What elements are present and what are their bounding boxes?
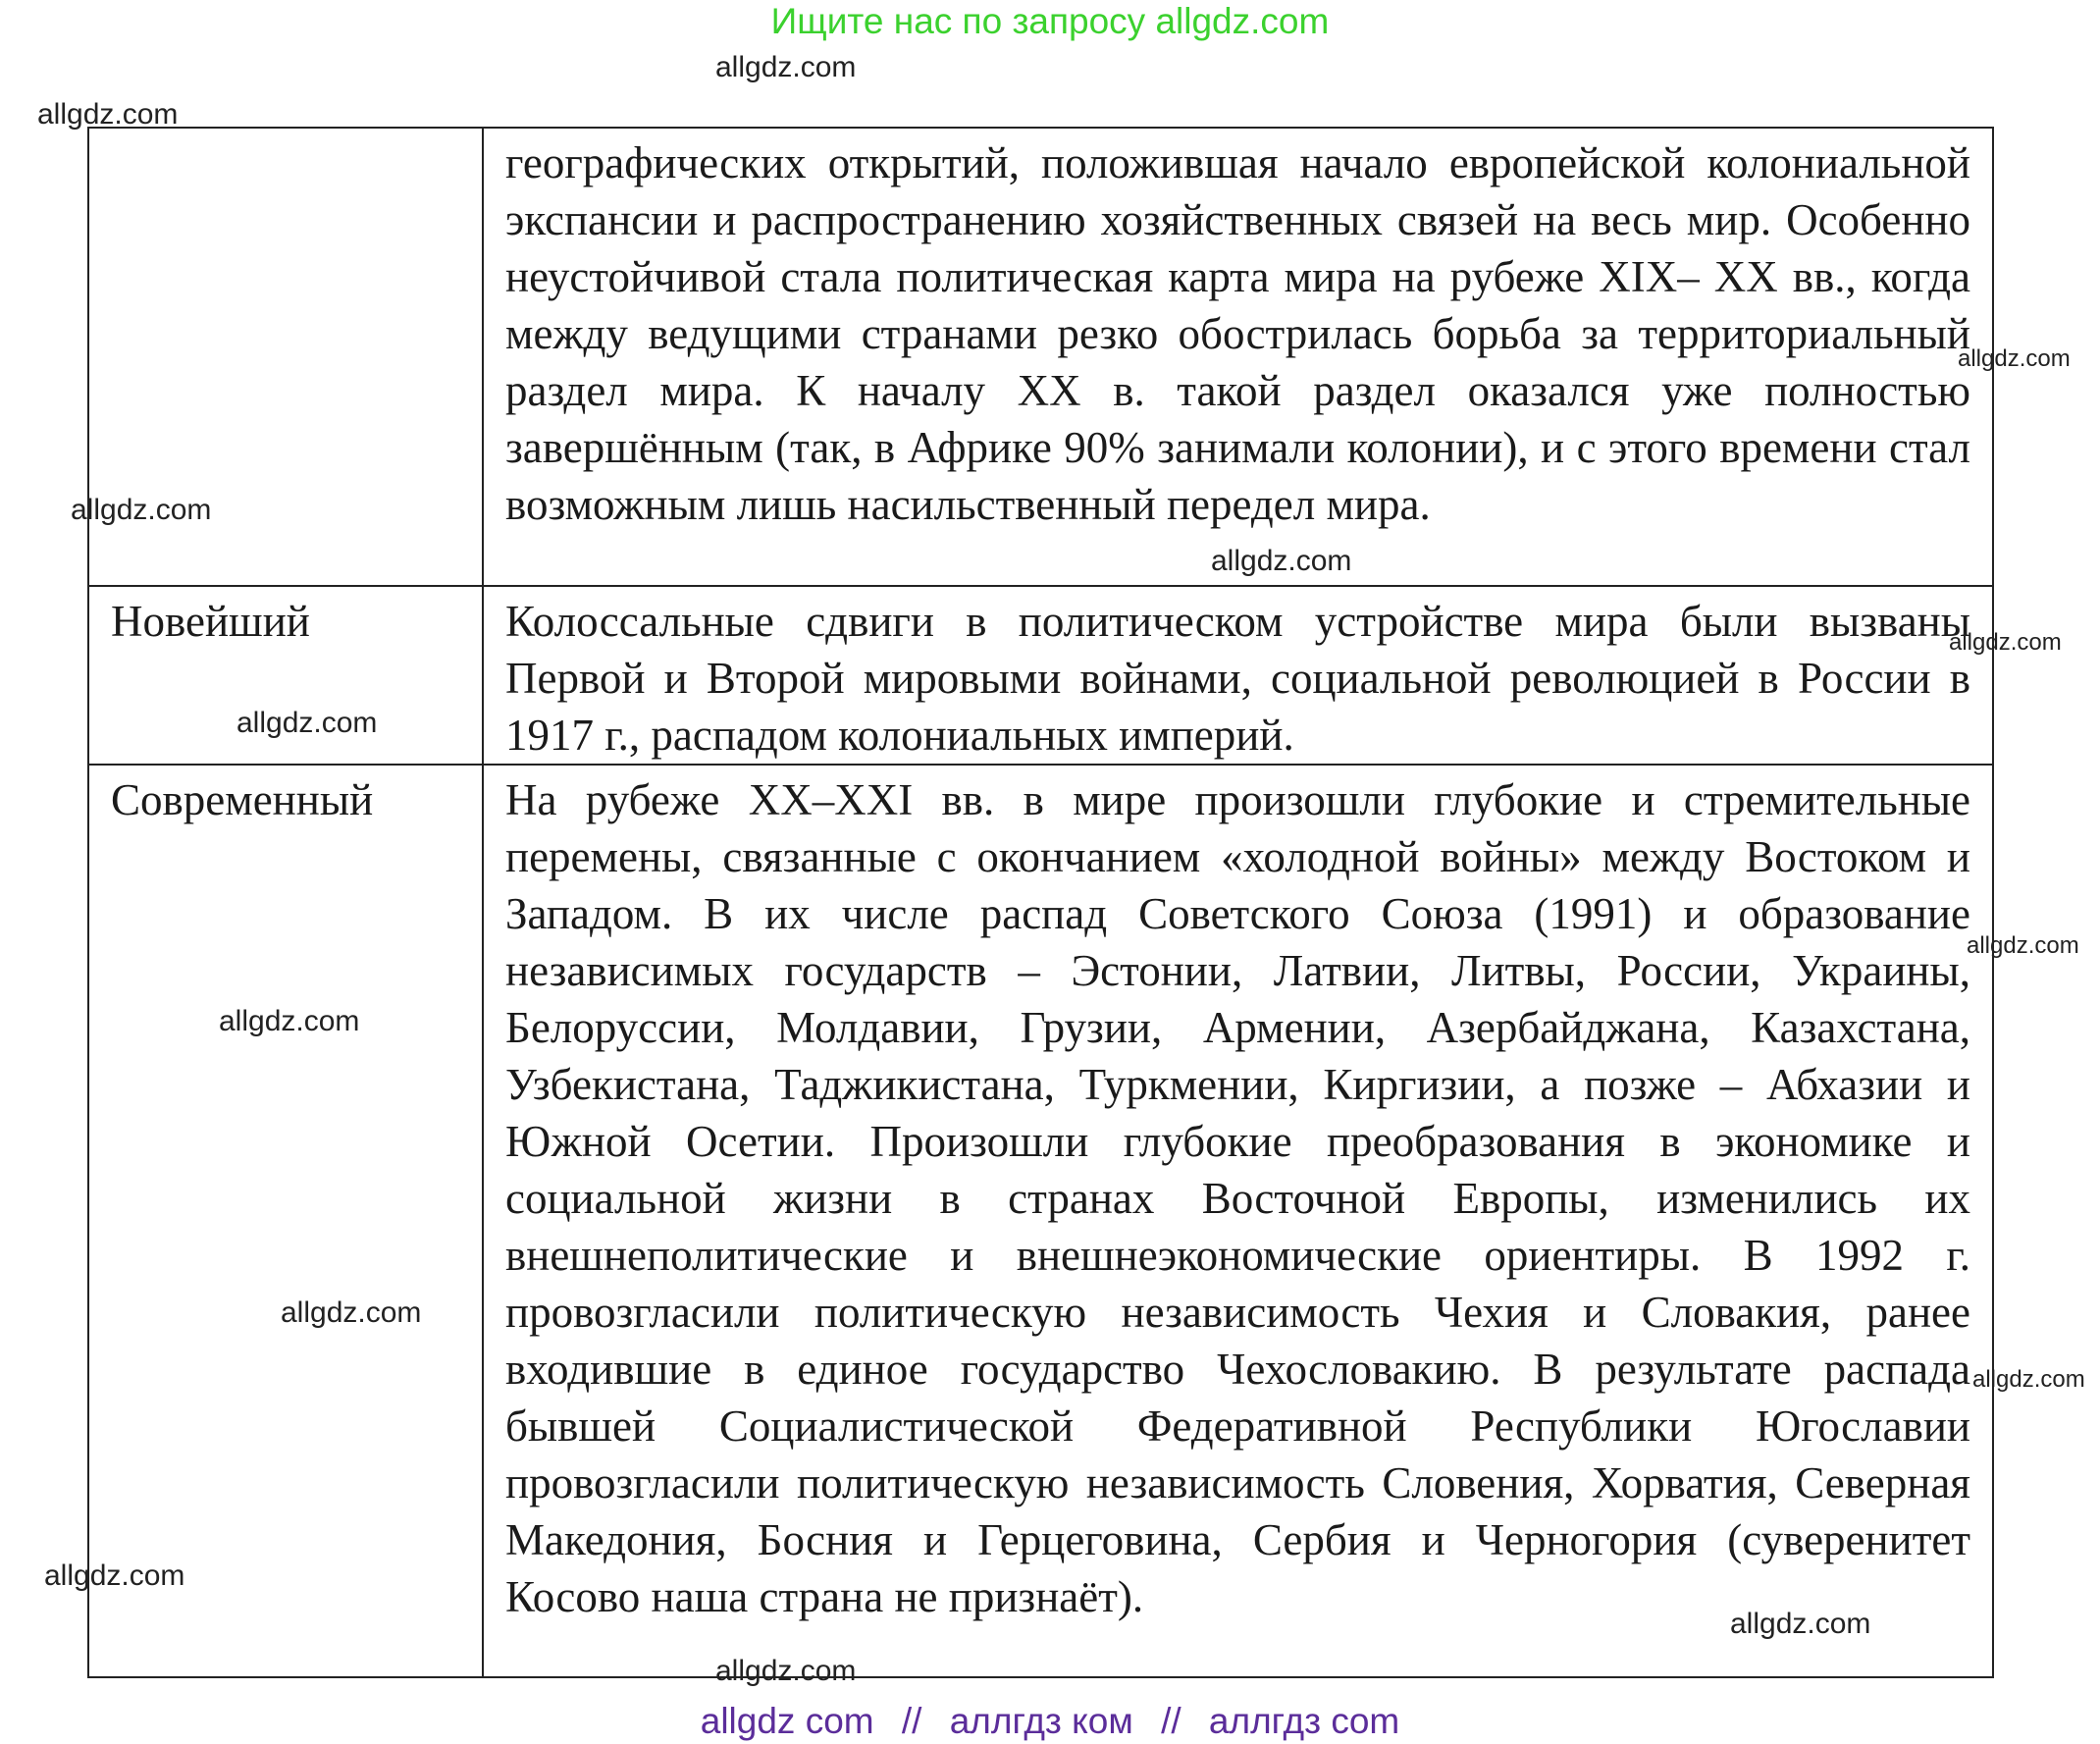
history-periods-table [87,127,1994,1678]
watermark: allgdz.com [1730,1608,1871,1640]
watermark: allgdz.com [1211,545,1352,577]
watermark: allgdz.com [44,1559,185,1592]
period-cell: Новейший [88,586,483,765]
period-cell: Современный [88,765,483,1677]
watermark: allgdz.com [71,494,212,526]
description-cell: На рубеже XX–XXI вв. в мире произошли глубокие и стремительные перемены, связанные с окончанием «холодной войны» между Востоком и Западом. В их числе распад Советского Союза (1991) и образование независимых государств – Эстонии, Латвии, Литвы, России, Украины, Белоруссии, Молдавии, Грузии, Армении, Азербайджана, Казахстана, Узбекистана, Таджикистана, Туркмении, Киргизии, а позже – Абхазии и Южной Осетии. Произошли глубокие преобразования в экономике и социальной жизни в странах Восточной Европы, изменились их внешнеполитические и внешнеэкономические ориентиры. В 1992 г. провозгласили политическую независимость Чехия и Словакия, ранее входившие в единое государство Чехословакию. В результате распада бывшей Социалистической Федеративной Республики Югославии провозгласили политическую независимость Словения, Хорватия, Северная Македония, Босния и Герцеговина, Сербия и Черногория (суверенитет Косово наша страна не признаёт). [483,765,1993,1677]
footer-links [0,1700,2100,1743]
watermark: allgdz.com [1958,345,2071,372]
table-row [88,128,1993,586]
footer-link[interactable]: allgdz com [700,1701,874,1741]
watermark: allgdz.com [1972,1366,2085,1393]
description-cell: географических открытий, положившая начало европейской колониальной экспансии и распространению хозяйственных связей на весь мир. Особенно неустойчивой стала политическая карта мира на рубеже XIX– XX вв., когда между ведущими странами резко обострилась борьба за территориальный раздел мира. К началу XX в. такой раздел оказался уже полностью завершённым (так, в Африке 90% занимали колонии), и с этого времени стал возможным лишь насильственный передел мира. [483,128,1993,586]
watermark: allgdz.com [281,1296,422,1329]
watermark: allgdz.com [1949,629,2062,656]
watermark: allgdz.com [1967,932,2079,959]
footer-link[interactable]: аллгдз com [1208,1701,1400,1741]
footer-separator: // [1161,1701,1181,1741]
watermark: allgdz.com [715,51,857,83]
description-cell: Колоссальные сдвиги в политическом устройстве мира были вызваны Первой и Второй мировыми войнами, социальной революцией в России в 1917 г., распадом колониальных империй. [483,586,1993,765]
search-banner: Ищите нас по запросу allgdz.com [770,1,1330,41]
footer-separator: // [901,1701,922,1741]
table-row [88,765,1993,1677]
watermark: allgdz.com [236,707,378,739]
watermark: allgdz.com [37,98,179,131]
footer-link[interactable]: аллгдз ком [949,1701,1133,1741]
watermark: allgdz.com [219,1005,360,1037]
watermark: allgdz.com [715,1655,857,1687]
